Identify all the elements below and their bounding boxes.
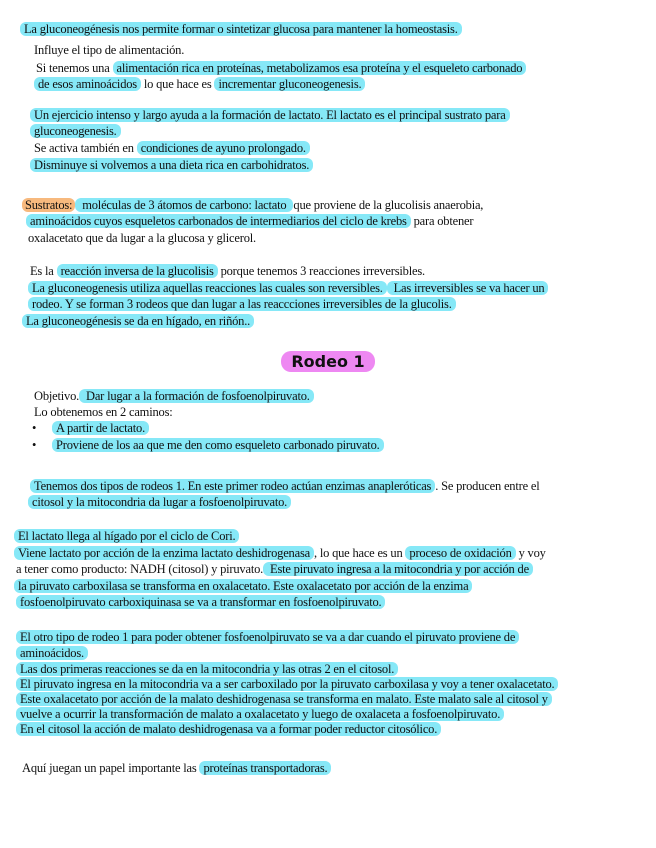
bullet-item-2: • Proviene de los aa que me den como esqueleto carbonado piruvato. [32, 438, 384, 453]
types-line-1: Tenemos dos tipos de rodeos 1. En este primer rodeo actúan enzimas anapleróticas . Se producen entre el [30, 479, 539, 494]
inverse-line-3: rodeo. Y se forman 3 rodeos que dan lugar a las reaccciones irreversibles de la glucolis. [28, 297, 456, 312]
other-line-5: Este oxalacetato por acción de la malato deshidrogenasa se transforma en malato. Este malato sale al citosol y [16, 692, 552, 707]
substrates-line-2: aminoácidos cuyos esqueletos carbonados de intermediarios del ciclo de krebs para obtener [26, 214, 473, 229]
other-line-4: El piruvato ingresa en la mitocondria va a ser carboxilado por la piruvato carboxilasa y voy a tener oxalacetato. [16, 677, 558, 692]
lactate-line-3: a tener como producto: NADH (citosol) y piruvato. Este piruvato ingresa a la mitocondria y por acción de [16, 562, 533, 577]
closing-line: Aquí juegan un papel importante las proteínas transportadoras. [22, 761, 331, 776]
other-line-1: El otro tipo de rodeo 1 para poder obtener fosfoenolpiruvato se va a dar cuando el piruvato proviene de [16, 630, 519, 645]
other-line-3: Las dos primeras reacciones se da en la mitocondria y las otras 2 en el citosol. [16, 662, 398, 677]
exercise-line-3: Se activa también en condiciones de ayuno prolongado. [34, 141, 310, 156]
other-line-7: En el citosol la acción de malato deshidrogenasa va a formar poder reductor citosólico. [16, 722, 441, 737]
exercise-line-4: Disminuye si volvemos a una dieta rica en carbohidratos. [30, 158, 313, 173]
objective-line: Objetivo. Dar lugar a la formación de fosfoenolpiruvato. [34, 389, 314, 404]
inverse-line-4: La gluconeogénesis se da en hígado, en riñón.. [22, 314, 254, 329]
other-line-2: aminoácidos. [16, 646, 88, 661]
other-line-6: vuelve a ocurrir la transformación de malato a oxalacetato y luego de oxalaceta a fosfoenolpiruvato. [16, 707, 504, 722]
section-title-rodeo-1: Rodeo 1 [0, 352, 656, 371]
inverse-line-2: La gluconeogenesis utiliza aquellas reacciones las cuales son reversibles. Las irreversibles se va hacer un [28, 281, 548, 296]
substrates-line-1: Sustratos: moléculas de 3 átomos de carbono: lactato que proviene de la glucolisis anaerobia, [22, 198, 483, 213]
inverse-line-1: Es la reacción inversa de la glucolisis porque tenemos 3 reacciones irreversibles. [30, 264, 425, 278]
ways-line: Lo obtenemos en 2 caminos: [34, 405, 173, 419]
lactate-line-1: El lactato llega al hígado por el ciclo de Cori. [14, 529, 239, 544]
lactate-line-4: la piruvato carboxilasa se transforma en oxalacetato. Este oxalacetato por acción de la enzima [14, 579, 472, 594]
lactate-line-2: Viene lactato por acción de la enzima lactato deshidrogenasa , lo que hace es un proceso de oxidación y voy [14, 546, 546, 561]
intro-line-1: La gluconeogénesis nos permite formar o sintetizar glucosa para mantener la homeostasis. [20, 22, 462, 37]
intro-line-2: Influye el tipo de alimentación. [34, 43, 185, 57]
lactate-line-5: fosfoenolpiruvato carboxiquinasa se va a transformar en fosfoenolpiruvato. [16, 595, 385, 610]
types-line-2: citosol y la mitocondria da lugar a fosfoenolpiruvato. [28, 495, 291, 510]
bullet-icon: • [32, 421, 37, 435]
bullet-item-1: • A partir de lactato. [32, 421, 149, 436]
intro-line-3: Si tenemos una alimentación rica en proteínas, metabolizamos esa proteína y el esqueleto carbonado [36, 61, 526, 76]
exercise-line-2: gluconeogenesis. [30, 124, 121, 139]
intro-line-4: de esos aminoácidos lo que hace es incrementar gluconeogenesis. [34, 77, 365, 92]
substrates-line-3: oxalacetato que da lugar a la glucosa y glicerol. [28, 231, 256, 245]
bullet-icon: • [32, 438, 37, 452]
exercise-line-1: Un ejercicio intenso y largo ayuda a la formación de lactato. El lactato es el principal sustrato para [30, 108, 510, 123]
